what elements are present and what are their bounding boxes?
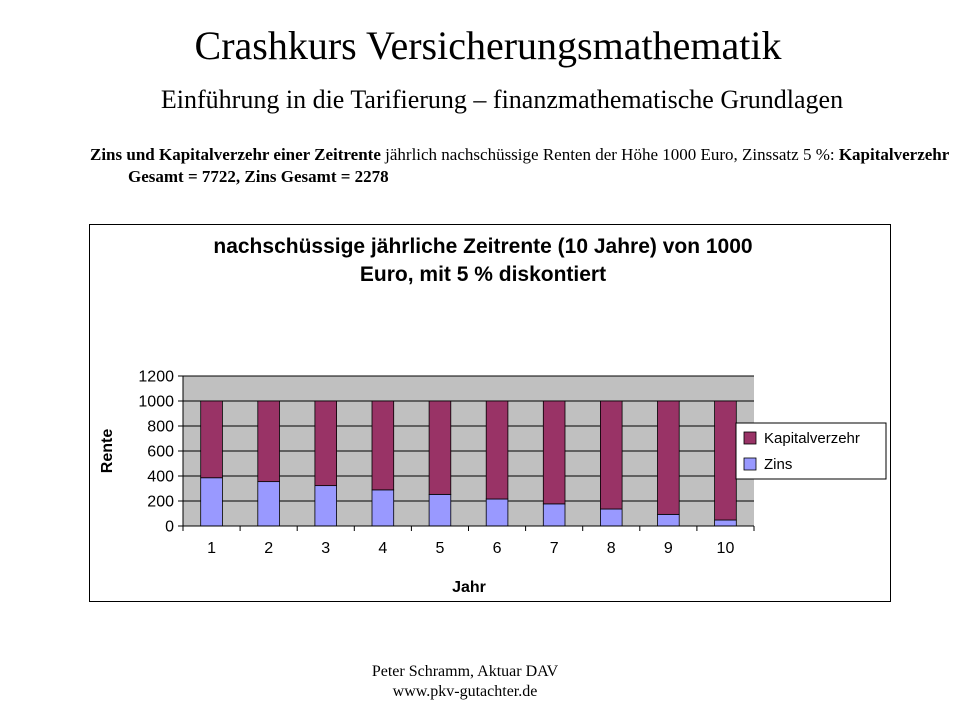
bar-zins-4 <box>372 490 394 526</box>
x-tick-label-9: 9 <box>663 540 673 557</box>
chart-title-line2: Euro, mit 5 % diskontiert <box>359 263 607 286</box>
slide-subtitle: Einführung in die Tarifierung – finanzmathematische Grundlagen <box>160 85 844 114</box>
y-tick-label-200: 200 <box>147 493 174 511</box>
x-tick-label-1: 1 <box>207 540 217 557</box>
bar-kapitalverzehr-5 <box>429 401 451 494</box>
chart-title-line1: nachschüssige jährliche Zeitrente (10 Jahre) von 1000 <box>213 235 753 258</box>
bar-kapitalverzehr-4 <box>372 401 394 490</box>
x-tick-label-7: 7 <box>549 540 559 557</box>
footer-website: www.pkv-gutachter.de <box>392 683 538 700</box>
description <box>90 144 958 188</box>
bar-kapitalverzehr-2 <box>258 401 280 482</box>
footer <box>0 662 930 702</box>
bar-kapitalverzehr-1 <box>201 401 223 478</box>
bar-kapitalverzehr-9 <box>658 401 680 514</box>
x-tick-label-8: 8 <box>606 540 616 557</box>
bar-zins-9 <box>658 514 680 526</box>
x-tick-label-10: 10 <box>716 540 735 557</box>
desc-bold-totals: Kapitalverzehr Gesamt = 7722, Zins Gesamt = 2278 <box>128 145 949 186</box>
bar-zins-3 <box>315 486 337 526</box>
y-tick-label-1200: 1200 <box>138 368 174 386</box>
slide-title: Crashkurs Versicherungsmathematik <box>194 23 782 68</box>
bar-zins-7 <box>543 504 565 526</box>
bar-kapitalverzehr-8 <box>600 401 622 509</box>
legend <box>736 423 886 479</box>
y-tick-label-800: 800 <box>147 418 174 436</box>
y-tick-label-1000: 1000 <box>138 393 174 411</box>
x-tick-label-3: 3 <box>321 540 331 557</box>
y-axis-title: Rente <box>99 428 116 474</box>
bar-zins-8 <box>600 509 622 526</box>
bar-kapitalverzehr-10 <box>715 401 737 520</box>
bar-kapitalverzehr-7 <box>543 401 565 504</box>
footer-author: Peter Schramm, Aktuar DAV <box>371 663 559 680</box>
desc-bold-intro: Zins und Kapitalverzehr einer Zeitrente <box>90 145 381 164</box>
legend-label-zins: Zins <box>764 456 793 473</box>
y-tick-label-400: 400 <box>147 468 174 486</box>
x-tick-label-4: 4 <box>378 540 388 557</box>
x-tick-label-2: 2 <box>264 540 274 557</box>
x-tick-label-5: 5 <box>435 540 445 557</box>
x-tick-label-6: 6 <box>492 540 502 557</box>
y-tick-label-0: 0 <box>165 518 174 536</box>
desc-text: jährlich nachschüssige Renten der Höhe 1000 Euro, Zinssatz 5 %: <box>380 145 839 164</box>
bar-zins-5 <box>429 494 451 526</box>
x-axis-title: Jahr <box>452 579 486 596</box>
chart-container <box>89 224 891 602</box>
legend-label-kapitalverzehr: Kapitalverzehr <box>764 430 860 447</box>
legend-swatch-zins <box>744 458 756 470</box>
bar-zins-1 <box>201 478 223 526</box>
y-tick-label-600: 600 <box>147 443 174 461</box>
legend-swatch-kapitalverzehr <box>744 432 756 444</box>
bar-zins-2 <box>258 482 280 526</box>
bar-zins-10 <box>715 520 737 526</box>
bar-zins-6 <box>486 499 508 526</box>
bar-kapitalverzehr-6 <box>486 401 508 499</box>
bar-kapitalverzehr-3 <box>315 401 337 486</box>
stacked-bar-chart <box>90 225 890 601</box>
